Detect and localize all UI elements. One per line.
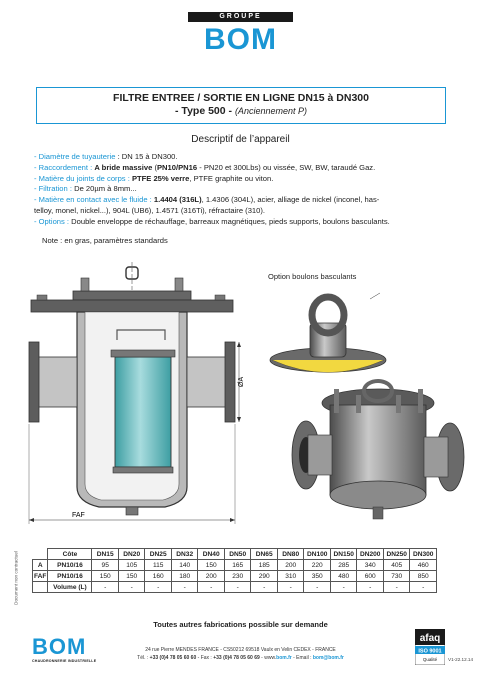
outlet-flange xyxy=(225,342,235,422)
spec-material-cont: telloy, monel, nickel...), 904L (UB6), 1.4571 (316Ti), réfractaire (310). xyxy=(34,205,266,215)
header-cote: Côte xyxy=(48,549,92,560)
spec-material-rest: , 1.4306 (304L), acier, alliage de nickel (inconel, has- xyxy=(201,195,380,205)
outlet-pipe xyxy=(187,357,227,407)
spec-filtration-label: - Filtration : xyxy=(34,184,72,194)
spec-connection-bold: A bride massive xyxy=(94,162,153,172)
footer-brand: BOM xyxy=(32,634,87,659)
svg-text:afaq: afaq xyxy=(419,633,441,644)
groupe-bom-logo xyxy=(188,12,293,58)
side-note xyxy=(10,540,22,615)
specifications-list xyxy=(34,152,454,228)
row-volume-label xyxy=(33,582,48,593)
header-dn200: DN200 xyxy=(357,549,384,560)
table-cell: - xyxy=(357,582,384,593)
tel-label: Tél. : xyxy=(137,655,150,661)
table-cell: 230 xyxy=(224,571,251,582)
table-cell: 850 xyxy=(410,571,437,582)
header-dn25: DN25 xyxy=(145,549,172,560)
table-cell: 185 xyxy=(251,560,278,571)
table-cell: 150 xyxy=(118,571,145,582)
row-faf-label: FAF xyxy=(34,572,47,580)
table-cell: 600 xyxy=(357,571,384,582)
table-cell: 290 xyxy=(251,571,278,582)
section-subtitle: Descriptif de l’appareil xyxy=(191,134,290,145)
spec-material-bold: 1.4404 (316L) xyxy=(153,195,202,205)
header-dn65: DN65 xyxy=(251,549,278,560)
other-fabrications: Toutes autres fabrications possible sur demande xyxy=(153,620,328,629)
table-cell: 150 xyxy=(92,571,119,582)
web-label: - www. xyxy=(259,655,277,661)
header-dn32: DN32 xyxy=(171,549,198,560)
table-cell: 480 xyxy=(330,571,357,582)
table-cell: - xyxy=(118,582,145,593)
document-version: V1-22.12.14 xyxy=(448,657,474,662)
table-row-faf xyxy=(33,571,437,582)
logo-groupe-text: GROUPE xyxy=(188,12,293,22)
spec-diameter xyxy=(34,152,454,163)
dimension-a-label: ØA xyxy=(238,376,245,387)
dimensions-table xyxy=(32,548,437,593)
table-cell: 115 xyxy=(145,560,172,571)
spec-connection-label: - Raccordement : xyxy=(34,162,93,172)
spec-diameter-value: : DN 15 à DN300. xyxy=(115,152,178,161)
dimension-faf-label: FAF xyxy=(72,512,85,519)
row-faf-pn: PN10/16 xyxy=(48,571,92,582)
filter-basket xyxy=(115,357,171,467)
svg-text:Qualité: Qualité xyxy=(422,657,438,662)
filter-cross-section-drawing xyxy=(25,262,265,527)
afaq-certification-logo xyxy=(415,629,445,665)
table-cell: 350 xyxy=(304,571,331,582)
row-volume-pn: Volume (L) xyxy=(48,582,92,593)
spec-options-value: Double enveloppe de réchauffage, barreaux magnétiques, pieds supports, boulons basculants. xyxy=(69,216,390,226)
spec-material xyxy=(34,195,454,206)
table-cell: - xyxy=(251,582,278,593)
header-blank-cell xyxy=(33,549,48,560)
email-link[interactable]: bom@bom.fr xyxy=(312,655,344,661)
spec-options xyxy=(34,217,454,228)
table-cell: 460 xyxy=(410,560,437,571)
spec-connection-pn: PN10/PN16 xyxy=(156,162,198,172)
svg-text:ISO 9001: ISO 9001 xyxy=(418,648,442,655)
row-a-pn: PN10/16 xyxy=(48,560,92,571)
option-label: Option boulons basculants xyxy=(268,272,357,281)
spec-options-label: - Options : xyxy=(34,216,70,226)
header-dn40: DN40 xyxy=(198,549,225,560)
table-cell: - xyxy=(198,582,225,593)
table-cell: 160 xyxy=(145,571,172,582)
inlet-pipe xyxy=(37,357,77,407)
table-cell: - xyxy=(277,582,304,593)
table-cell: - xyxy=(410,582,437,593)
spec-gasket-rest: , PTFE graphite ou viton. xyxy=(189,173,274,183)
table-row-a xyxy=(33,560,437,571)
table-cell: 140 xyxy=(171,560,198,571)
spec-filtration-value: De 20µm à 8mm... xyxy=(71,184,137,194)
table-cell: 200 xyxy=(198,571,225,582)
table-header-row xyxy=(33,549,437,560)
type-label: - Type 500 - xyxy=(175,105,233,117)
table-cell: - xyxy=(383,582,410,593)
row-a-label: A xyxy=(33,560,48,571)
header-dn300: DN300 xyxy=(410,549,437,560)
spec-connection-rest: - PN20 et 300Lbs) ou vissée, SW, BW, taraudé Gaz. xyxy=(197,162,376,172)
table-cell: 730 xyxy=(383,571,410,582)
table-cell: 95 xyxy=(92,560,119,571)
spec-diameter-label: - Diamètre de tuyauterie xyxy=(34,152,116,161)
standard-note: Note : en gras, paramètres standards xyxy=(42,236,168,245)
website-link[interactable]: bom.fr xyxy=(276,655,292,661)
table-cell: 340 xyxy=(357,560,384,571)
spec-gasket xyxy=(34,174,454,185)
table-cell: 285 xyxy=(330,560,357,571)
table-cell: - xyxy=(224,582,251,593)
title-box xyxy=(36,87,446,124)
fax-label: - Fax : xyxy=(196,655,214,661)
footer-contact-line xyxy=(0,654,481,662)
type-note: (Anciennement P) xyxy=(234,106,307,116)
table-cell: - xyxy=(145,582,172,593)
footer-contact xyxy=(0,646,481,662)
logo-brand-text: BOM xyxy=(204,23,277,56)
table-cell: 180 xyxy=(171,571,198,582)
mail-label: - Email : xyxy=(291,655,313,661)
spec-connection xyxy=(34,163,454,174)
table-cell: 220 xyxy=(304,560,331,571)
spec-filtration xyxy=(34,184,454,195)
table-cell: 200 xyxy=(277,560,304,571)
table-cell: - xyxy=(171,582,198,593)
header-dn150: DN150 xyxy=(330,549,357,560)
table-cell: - xyxy=(304,582,331,593)
table-cell: - xyxy=(330,582,357,593)
footer-address: 24 rue Pierre MENDES FRANCE - CS50212 69518 Vaulx en Velin CEDEX - FRANCE xyxy=(145,647,336,653)
type-line xyxy=(37,105,445,117)
table-cell: 405 xyxy=(383,560,410,571)
header-dn15: DN15 xyxy=(92,549,119,560)
header-dn20: DN20 xyxy=(118,549,145,560)
inlet-flange xyxy=(29,342,39,422)
header-dn100: DN100 xyxy=(304,549,331,560)
page-title: FILTRE ENTREE / SORTIE EN LIGNE DN15 à DN300 xyxy=(113,92,369,104)
header-dn80: DN80 xyxy=(277,549,304,560)
header-dn250: DN250 xyxy=(383,549,410,560)
header-dn50: DN50 xyxy=(224,549,251,560)
tel-value: +33 (0)4 78 05 60 60 xyxy=(149,655,197,661)
table-cell: 150 xyxy=(198,560,225,571)
fax-value: +33 (0)4 78 05 60 69 xyxy=(213,655,260,661)
spec-gasket-label: - Matière du joints de corps : xyxy=(34,173,130,183)
table-cell: 165 xyxy=(224,560,251,571)
table-cell: 310 xyxy=(277,571,304,582)
spec-material-label: - Matière en contact avec le fluide : xyxy=(34,195,152,205)
table-row-volume xyxy=(33,582,437,593)
footer-tagline: CHAUDRONNERIE INDUSTRIELLE xyxy=(32,659,97,663)
cover-flange xyxy=(73,291,191,300)
table-cell: - xyxy=(92,582,119,593)
table-cell: 105 xyxy=(118,560,145,571)
spec-gasket-bold: PTFE 25% verre xyxy=(131,173,190,183)
spec-connection-paren: ( xyxy=(152,162,157,172)
side-note-text: Document non contractuel xyxy=(13,550,19,605)
filter-3d-illustration xyxy=(268,285,468,525)
